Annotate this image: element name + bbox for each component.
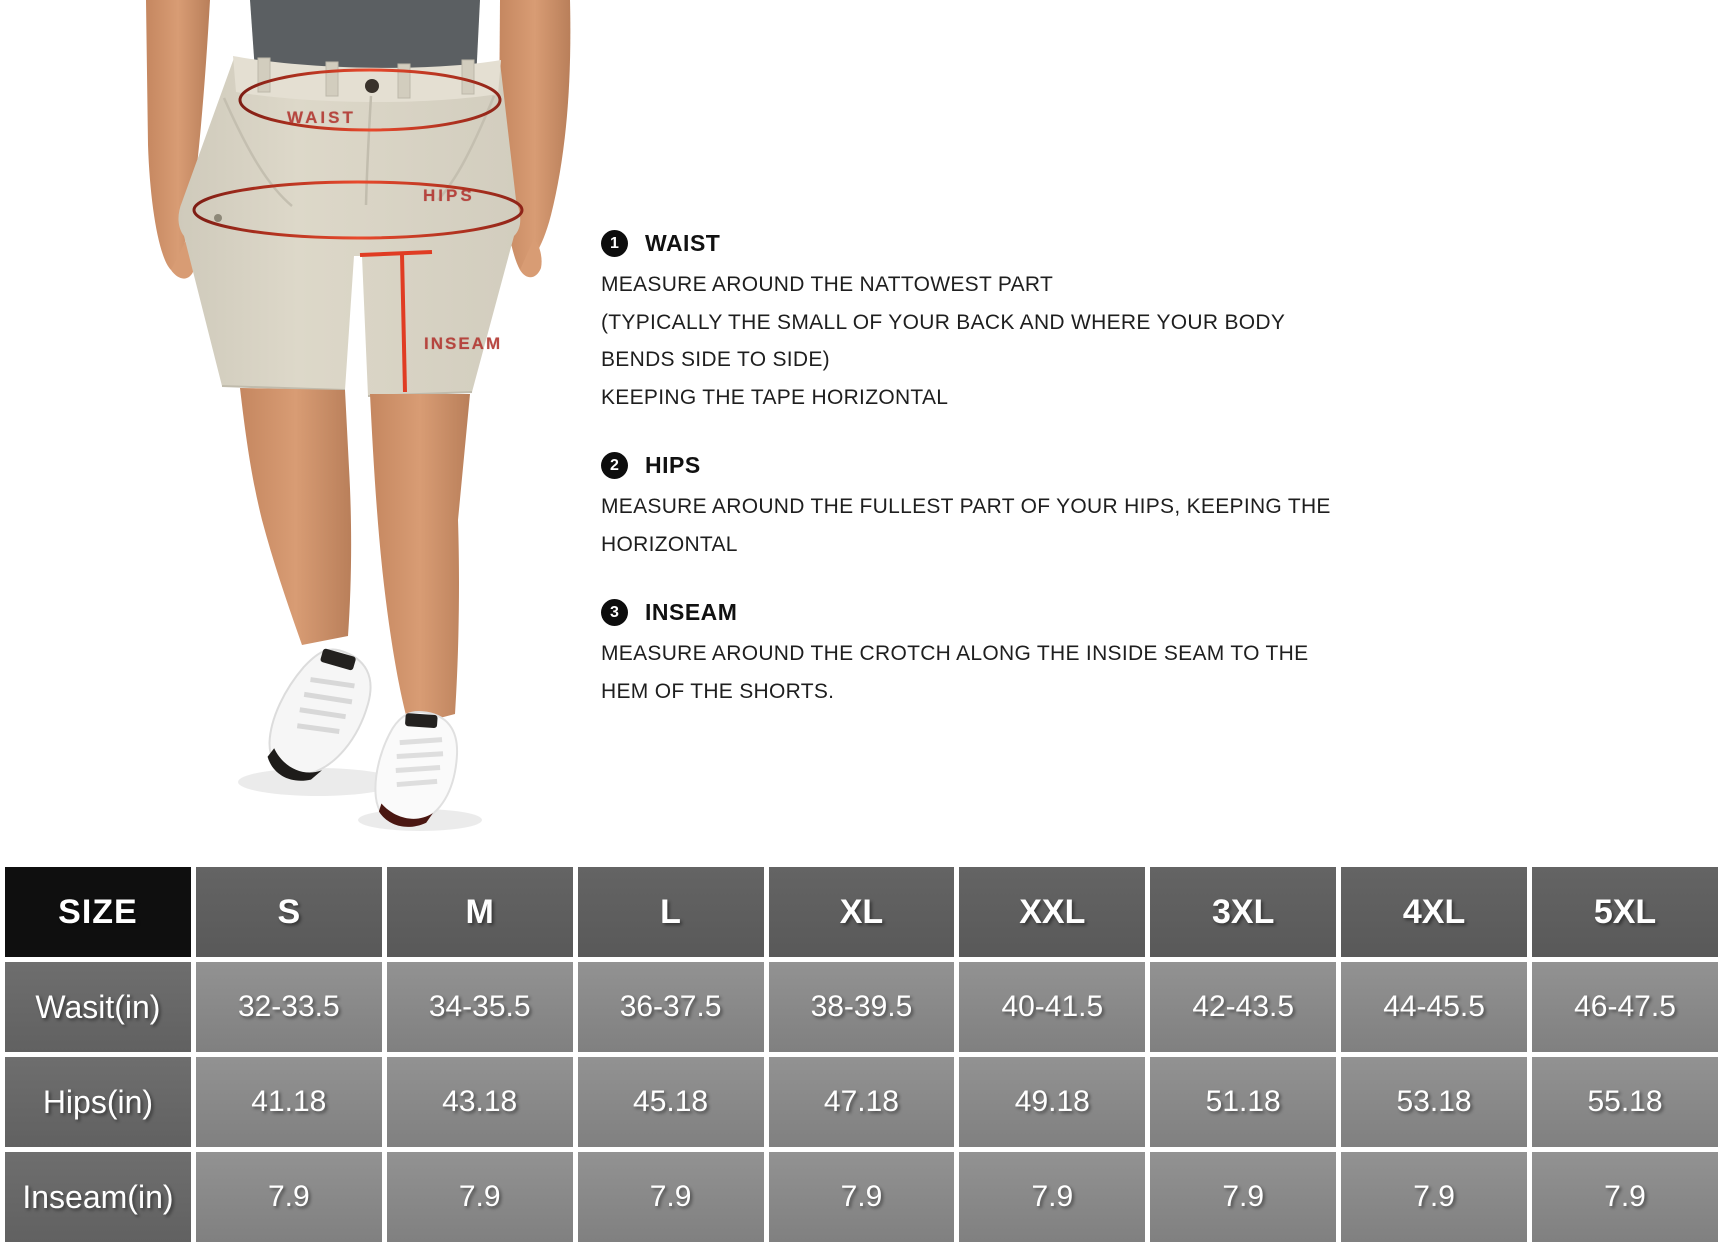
size-value-cell: 7.9: [387, 1152, 573, 1242]
size-value-cell: 53.18: [1341, 1057, 1527, 1147]
size-value-cell: 34-35.5: [387, 962, 573, 1052]
step-2-badge: 2: [601, 452, 628, 479]
instruction-title-inseam: INSEAM: [645, 599, 738, 625]
size-value-cell: 7.9: [1532, 1152, 1718, 1242]
model-photo-illustration: [0, 0, 620, 862]
row-label-cell: Hips(in): [5, 1057, 191, 1147]
table-row-inseam: [5, 1152, 1718, 1242]
size-col-header: 3XL: [1150, 867, 1336, 957]
size-value-cell: 51.18: [1150, 1057, 1336, 1147]
size-value-cell: 46-47.5: [1532, 962, 1718, 1052]
row-label-cell: Inseam(in): [5, 1152, 191, 1242]
size-value-cell: 47.18: [769, 1057, 955, 1147]
instruction-section-inseam: [601, 599, 1391, 710]
size-value-cell: 45.18: [578, 1057, 764, 1147]
table-row-waist: [5, 962, 1718, 1052]
inseam-measure-label: INSEAM: [424, 334, 503, 353]
size-value-cell: 42-43.5: [1150, 962, 1336, 1052]
size-value-cell: 7.9: [1341, 1152, 1527, 1242]
step-3-badge: 3: [601, 599, 628, 626]
table-row-hips: [5, 1057, 1718, 1147]
size-value-cell: 7.9: [196, 1152, 382, 1242]
size-value-cell: 55.18: [1532, 1057, 1718, 1147]
size-value-cell: 43.18: [387, 1057, 573, 1147]
size-value-cell: 36-37.5: [578, 962, 764, 1052]
waist-measure-label: WAIST: [287, 108, 356, 127]
instruction-section-hips: [601, 452, 1391, 563]
instruction-line: (TYPICALLY THE SMALL OF YOUR BACK AND WHERE YOUR BODY: [601, 310, 1286, 334]
size-value-cell: 7.9: [1150, 1152, 1336, 1242]
size-value-cell: 7.9: [959, 1152, 1145, 1242]
size-value-cell: 38-39.5: [769, 962, 955, 1052]
table-header-row: [5, 867, 1718, 957]
size-value-cell: 7.9: [578, 1152, 764, 1242]
size-value-cell: 32-33.5: [196, 962, 382, 1052]
size-col-header: L: [578, 867, 764, 957]
instruction-line: MEASURE AROUND THE CROTCH ALONG THE INSIDE SEAM TO THE: [601, 642, 1309, 665]
measuring-instructions: [601, 230, 1391, 746]
size-value-cell: 40-41.5: [959, 962, 1145, 1052]
model-photo: [0, 0, 620, 862]
instruction-line: MEASURE AROUND THE NATTOWEST PART: [601, 273, 1054, 296]
size-col-header: 5XL: [1532, 867, 1718, 957]
instruction-line: HEM OF THE SHORTS.: [601, 679, 835, 703]
step-1-badge: 1: [601, 230, 628, 257]
size-value-cell: 7.9: [769, 1152, 955, 1242]
size-value-cell: 44-45.5: [1341, 962, 1527, 1052]
size-col-header: S: [196, 867, 382, 957]
size-value-cell: 41.18: [196, 1057, 382, 1147]
size-corner-cell: SIZE: [5, 867, 191, 957]
instruction-title-hips: HIPS: [645, 452, 701, 478]
instruction-line: BENDS SIDE TO SIDE): [601, 348, 830, 371]
hips-measure-label: HIPS: [423, 186, 475, 205]
size-col-header: 4XL: [1341, 867, 1527, 957]
instruction-line: HORIZONTAL: [601, 532, 738, 556]
instruction-section-waist: [601, 230, 1391, 416]
size-chart-table: [0, 862, 1723, 1246]
size-value-cell: 49.18: [959, 1057, 1145, 1147]
row-label-cell: Wasit(in): [5, 962, 191, 1052]
instruction-line: KEEPING THE TAPE HORIZONTAL: [601, 385, 949, 409]
instruction-line: MEASURE AROUND THE FULLEST PART OF YOUR HIPS, KEEPING THE: [601, 495, 1331, 518]
size-col-header: XL: [769, 867, 955, 957]
instruction-title-waist: WAIST: [645, 230, 721, 256]
size-col-header: XXL: [959, 867, 1145, 957]
size-col-header: M: [387, 867, 573, 957]
